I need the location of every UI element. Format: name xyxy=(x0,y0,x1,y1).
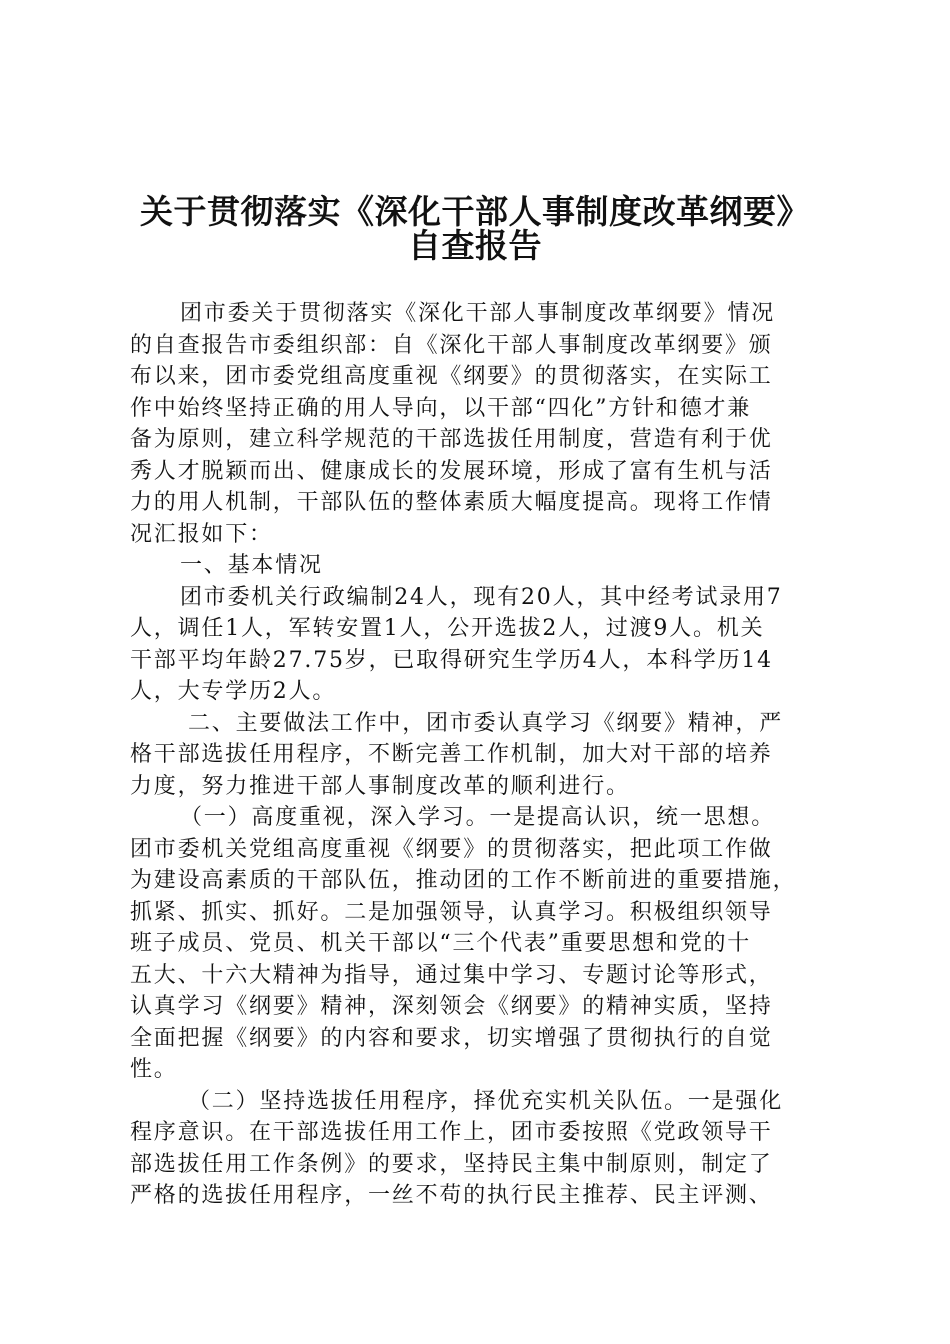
body-line: 作中始终坚持正确的用人导向，以干部“四化”方针和德才兼 xyxy=(130,395,752,421)
body-line: 团市委机关党组高度重视《纲要》的贯彻落实，把此项工作做 xyxy=(130,836,773,862)
body-line: 人，大专学历2人。 xyxy=(130,679,337,704)
body-line: 人，调任1人，军转安置1人，公开选拔2人，过渡9人。机关 xyxy=(130,616,765,641)
body-line: 团市委关于贯彻落实《深化干部人事制度改革纲要》情况 xyxy=(180,301,776,326)
body-line: 格干部选拔任用程序，不断完善工作机制，加大对干部的培养 xyxy=(130,742,773,767)
subsection-heading: （二）坚持选拔任用程序，择优充实机关队伍。一是强化 xyxy=(188,1088,784,1114)
document-title-line-2: 自查报告 xyxy=(408,226,542,265)
body-line: 性。 xyxy=(130,1057,178,1082)
document-title-line-1: 关于贯彻落实《深化干部人事制度改革纲要》 xyxy=(140,192,810,231)
body-line: 严格的选拔任用程序，一丝不苟的执行民主推荐、民主评测、 xyxy=(130,1183,773,1208)
body-line: 备为原则，建立科学规范的干部选拔任用制度，营造有利于优 xyxy=(130,427,773,452)
body-line: 干部平均年龄27.75岁，已取得研究生学历4人，本科学历14 xyxy=(130,647,773,673)
body-line: 况汇报如下： xyxy=(130,521,273,547)
document-body xyxy=(130,298,830,1212)
body-line: 为建设高素质的干部队伍，推动团的工作不断前进的重要措施， xyxy=(130,868,797,893)
body-line: 程序意识。在干部选拔任用工作上，团市委按照《党政领导干 xyxy=(130,1120,773,1145)
body-line: 部选拔任用工作条例》的要求，坚持民主集中制原则，制定了 xyxy=(130,1151,773,1177)
body-line: 班子成员、党员、机关干部以“三个代表”重要思想和党的十 xyxy=(130,931,752,956)
body-line: 团市委机关行政编制24人，现有20人，其中经考试录用7 xyxy=(180,584,783,610)
body-line: 五大、十六大精神为指导，通过集中学习、专题讨论等形式， xyxy=(130,962,773,988)
body-line: 全面把握《纲要》的内容和要求，切实增强了贯彻执行的自觉 xyxy=(130,1025,773,1051)
body-line: 秀人才脱颖而出、健康成长的发展环境，形成了富有生机与活 xyxy=(130,458,773,484)
subsection-heading: （一）高度重视，深入学习。一是提高认识，统一思想。 xyxy=(180,805,776,830)
section-heading: 二、主要做法工作中，团市委认真学习《纲要》精神，严 xyxy=(188,710,784,736)
body-line: 认真学习《纲要》精神，深刻领会《纲要》的精神实质，坚持 xyxy=(130,994,773,1019)
body-line: 力的用人机制，干部队伍的整体素质大幅度提高。现将工作情 xyxy=(130,490,773,515)
body-line: 力度，努力推进干部人事制度改革的顺利进行。 xyxy=(130,773,630,799)
body-line: 布以来，团市委党组高度重视《纲要》的贯彻落实，在实际工 xyxy=(130,364,773,389)
body-line: 的自查报告市委组织部：自《深化干部人事制度改革纲要》颁 xyxy=(130,332,773,358)
body-line: 抓紧、抓实、抓好。二是加强领导，认真学习。积极组织领导 xyxy=(130,899,773,925)
section-heading: 一、基本情况 xyxy=(180,553,323,578)
